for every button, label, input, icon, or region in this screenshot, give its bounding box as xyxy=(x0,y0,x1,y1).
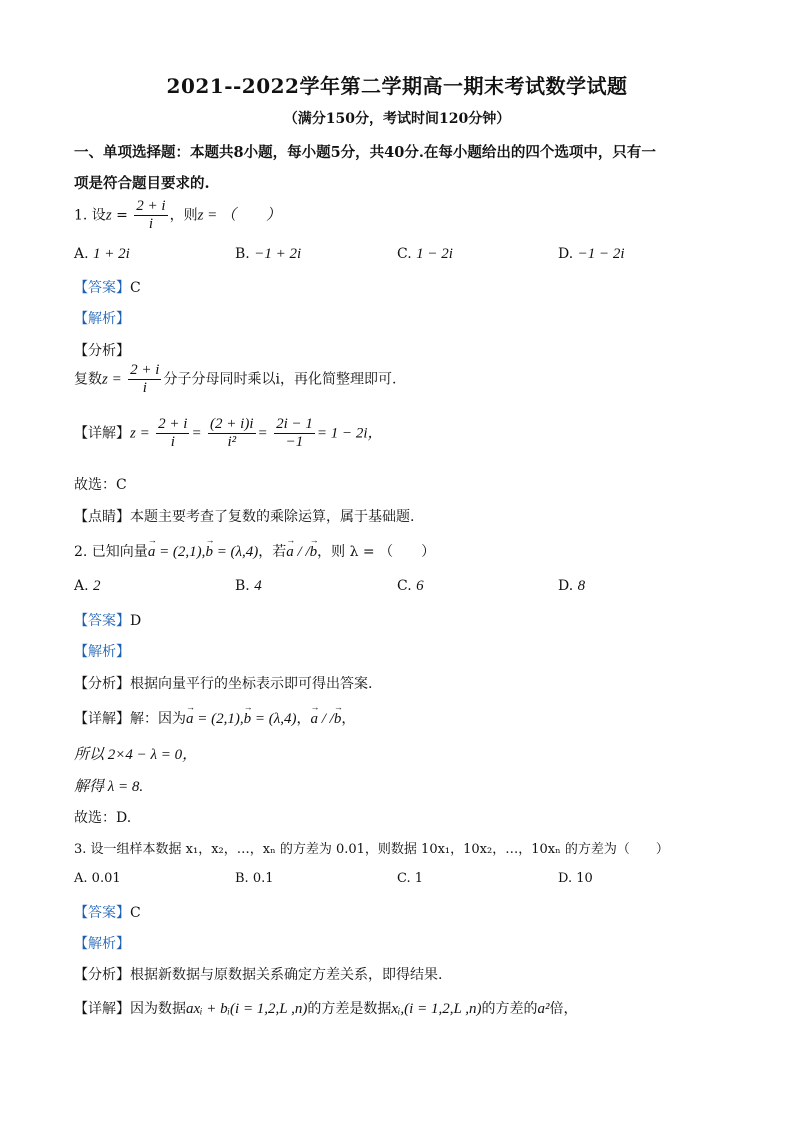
q1-fenxi: 复数z = $\frac{2 + i}{i}$ 分子分母同时乘以i，再化简整理即可. xyxy=(74,362,397,396)
q3-detail: 【详解】因为数据axᵢ + bᵢ(i = 1,2,L ,n)的方差是数据xᵢ,(i = 1,2,L ,n)的方差的a²倍， xyxy=(74,1001,578,1017)
q2-choose: 故选：D. xyxy=(74,810,132,826)
q3-answer: 【答案】C xyxy=(74,905,141,921)
q3-option-b: B. 0.1 xyxy=(235,871,274,886)
question-1-stem: 1. 设z = $\frac{2 + i}{i}$ ，则z = （ ） xyxy=(74,198,282,232)
q2-option-b: B. 4 xyxy=(235,578,262,594)
fraction: $\frac{2 + i}{i}$ xyxy=(158,416,188,450)
q2-option-a: A. 2 xyxy=(74,578,101,594)
q3-option-d: D. 10 xyxy=(558,871,593,886)
q2-option-c: C. 6 xyxy=(397,578,424,594)
page-title: 2021--2022学年第二学期高一期末考试数学试题 xyxy=(166,74,628,98)
q2-detail: 【详解】解：因为→ a = (2,1),→ b = (λ,4)，→ a / /→ b， xyxy=(74,708,355,728)
question-2-stem: 2. 已知向量→ a = (2,1),→ b = (λ,4)，若→ a / /→ b，则 λ = （ ） xyxy=(74,541,435,561)
fraction: $\frac{2 + i}{i}$ xyxy=(136,198,166,232)
question-3-stem: 3. 设一组样本数据 x₁，x₂，…，xₙ 的方差为 0.01，则数据 10x₁，10x₂，…，10xₙ 的方差为（ ） xyxy=(74,842,669,857)
fraction: $\frac{2i - 1}{-1}$ xyxy=(276,416,313,450)
q2-answer: 【答案】D xyxy=(74,613,142,629)
q2-step-2: 解得 λ = 8. xyxy=(74,779,144,795)
q1-fenxi-label: 【分析】 xyxy=(74,343,130,359)
q2-analysis-label: 【解析】 xyxy=(74,644,130,660)
q2-step-1: 所以 2×4 − λ = 0， xyxy=(74,747,198,763)
q2-fenxi: 【分析】根据向量平行的坐标表示即可得出答案. xyxy=(74,676,373,692)
q1-analysis-label: 【解析】 xyxy=(74,311,130,327)
fraction: $\frac{2 + i}{i}$ xyxy=(130,362,160,396)
section-heading-cont: 项是符合题目要求的. xyxy=(74,175,210,192)
exam-info: （满分150分，考试时间120分钟） xyxy=(283,111,511,127)
section-heading: 一、单项选择题：本题共8小题，每小题5分，共40分.在每小题给出的四个选项中，只有一 xyxy=(74,144,656,161)
q3-option-c: C. 1 xyxy=(397,871,424,886)
q3-option-a: A. 0.01 xyxy=(74,871,121,886)
q3-analysis-label: 【解析】 xyxy=(74,936,130,952)
fraction: $\frac{(2 + i)i}{\text{i²}}$ xyxy=(210,416,254,450)
q1-option-b: B. −1 + 2i xyxy=(235,246,302,262)
q1-option-c: C. 1 − 2i xyxy=(397,246,453,262)
q1-choose: 故选：C xyxy=(74,477,127,493)
q1-comment: 【点睛】本题主要考查了复数的乘除运算，属于基础题. xyxy=(74,509,415,525)
q2-option-d: D. 8 xyxy=(558,578,586,594)
q1-answer: 【答案】C xyxy=(74,280,141,296)
q1-detail: 【详解】z = $\frac{2 + i}{i}$ = $\frac{(2 + i)i}{\text{i²}}$ = $\frac{2i - 1}{-1}$ = 1 − 2i， xyxy=(74,416,383,450)
q3-fenxi: 【分析】根据新数据与原数据关系确定方差关系，即得结果. xyxy=(74,967,443,983)
q1-option-d: D. −1 − 2i xyxy=(558,246,625,262)
q1-option-a: A. 1 + 2i xyxy=(74,246,130,262)
